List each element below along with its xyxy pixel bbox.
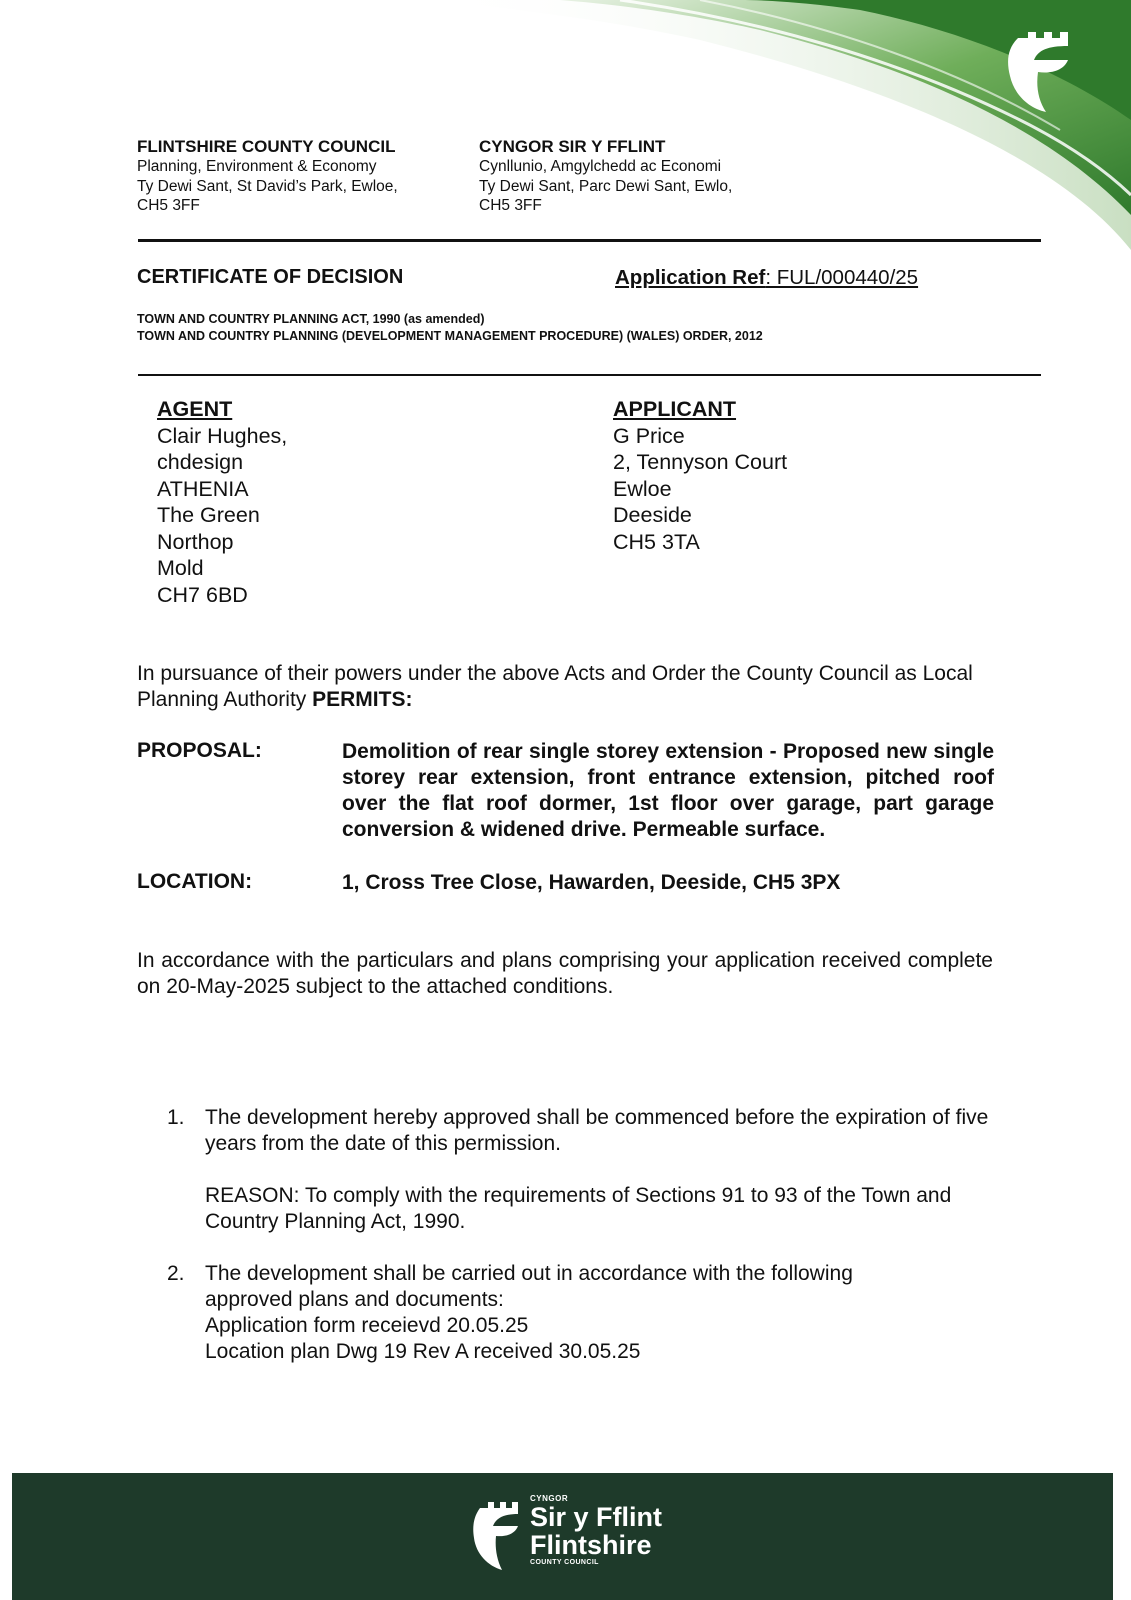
agent-line: Northop xyxy=(157,529,234,554)
agent-label: AGENT xyxy=(157,397,233,421)
council-name-welsh: CYNGOR SIR Y FFLINT xyxy=(479,137,666,156)
department-english: Planning, Environment & Economy xyxy=(137,158,377,175)
address-welsh: Ty Dewi Sant, Parc Dewi Sant, Ewlo, xyxy=(479,177,733,195)
footer-logo-icon xyxy=(468,1498,528,1576)
permit-statement xyxy=(137,661,993,713)
section-divider xyxy=(138,374,1041,376)
footer-logo-small: CYNGOR xyxy=(530,1494,569,1503)
permit-decision: PERMITS: xyxy=(312,688,413,711)
application-ref xyxy=(615,266,918,290)
condition-text: The development shall be carried out in accordance with the following approved plans and documents: xyxy=(205,1262,853,1311)
proposal-text: Demolition of rear single storey extension - Proposed new single storey rear extension, front entrance extension, pitched roof over the flat roof dormer, 1st floor over garage, part garage conversion & widened drive. Permeable surface. xyxy=(342,740,994,841)
agent-line: The Green xyxy=(157,503,260,527)
location-label: LOCATION: xyxy=(137,870,253,893)
header-divider xyxy=(138,239,1041,242)
applicant-line: G Price xyxy=(613,423,685,448)
council-header-welsh xyxy=(479,137,732,216)
agent-block xyxy=(157,396,287,608)
condition-item xyxy=(167,1105,997,1235)
legislation-block xyxy=(137,311,763,345)
council-logo-icon xyxy=(998,26,1088,126)
applicant-line: 2, Tennyson Court xyxy=(613,450,788,474)
agent-line: Mold xyxy=(157,556,204,580)
applicant-line: Deeside xyxy=(613,503,692,527)
permit-intro: In pursuance of their powers under the above Acts and Order the County Council as Local Planning Authority xyxy=(137,662,973,711)
accordance-statement: In accordance with the particulars and plans comprising your application received complete on 20-May-2025 subject to the attached conditions. xyxy=(137,949,993,998)
approved-document: Location plan Dwg 19 Rev A received 30.05.25 xyxy=(205,1340,641,1363)
agent-line: CH7 6BD xyxy=(157,582,248,607)
location-text: 1, Cross Tree Close, Hawarden, Deeside, CH5 3PX xyxy=(342,871,841,894)
applicant-block xyxy=(613,396,787,555)
footer-logo-welsh: Sir y Fflint xyxy=(530,1502,663,1532)
applicant-label: APPLICANT xyxy=(613,397,737,421)
agent-line: chdesign xyxy=(157,450,244,474)
footer-logo-sub: COUNTY COUNCIL xyxy=(530,1559,599,1566)
condition-number: 1. xyxy=(167,1106,185,1129)
council-header-english xyxy=(137,137,398,216)
proposal-label: PROPOSAL: xyxy=(137,739,262,762)
approved-document: Application form receievd 20.05.25 xyxy=(205,1314,529,1337)
application-ref-label: Application Ref xyxy=(615,266,766,289)
condition-text: The development hereby approved shall be commenced before the expiration of five years from the date of this permission. xyxy=(205,1106,989,1155)
application-ref-value: : FUL/000440/25 xyxy=(765,266,919,289)
postcode-welsh: CH5 3FF xyxy=(479,197,542,214)
footer-logo xyxy=(468,1492,678,1582)
agent-line: Clair Hughes, xyxy=(157,423,288,448)
condition-reason: REASON: To comply with the requirements of Sections 91 to 93 of the Town and Country Planning Act, 1990. xyxy=(205,1184,952,1233)
condition-item xyxy=(167,1261,997,1365)
council-name-english: FLINTSHIRE COUNTY COUNCIL xyxy=(137,137,396,156)
agent-line: ATHENIA xyxy=(157,476,249,501)
condition-number: 2. xyxy=(167,1262,185,1285)
footer-logo-english: Flintshire xyxy=(530,1530,652,1560)
department-welsh: Cynllunio, Amgylchedd ac Economi xyxy=(479,158,722,175)
applicant-line: Ewloe xyxy=(613,476,672,501)
certificate-title: CERTIFICATE OF DECISION xyxy=(137,266,404,288)
postcode-english: CH5 3FF xyxy=(137,197,200,214)
applicant-line: CH5 3TA xyxy=(613,529,700,554)
legislation-act: TOWN AND COUNTRY PLANNING ACT, 1990 (as amended) xyxy=(137,312,485,326)
legislation-order: TOWN AND COUNTRY PLANNING (DEVELOPMENT MANAGEMENT PROCEDURE) (WALES) ORDER, 2012 xyxy=(137,329,763,343)
footer-logo-text xyxy=(530,1494,662,1566)
address-english: Ty Dewi Sant, St David’s Park, Ewloe, xyxy=(137,177,398,195)
